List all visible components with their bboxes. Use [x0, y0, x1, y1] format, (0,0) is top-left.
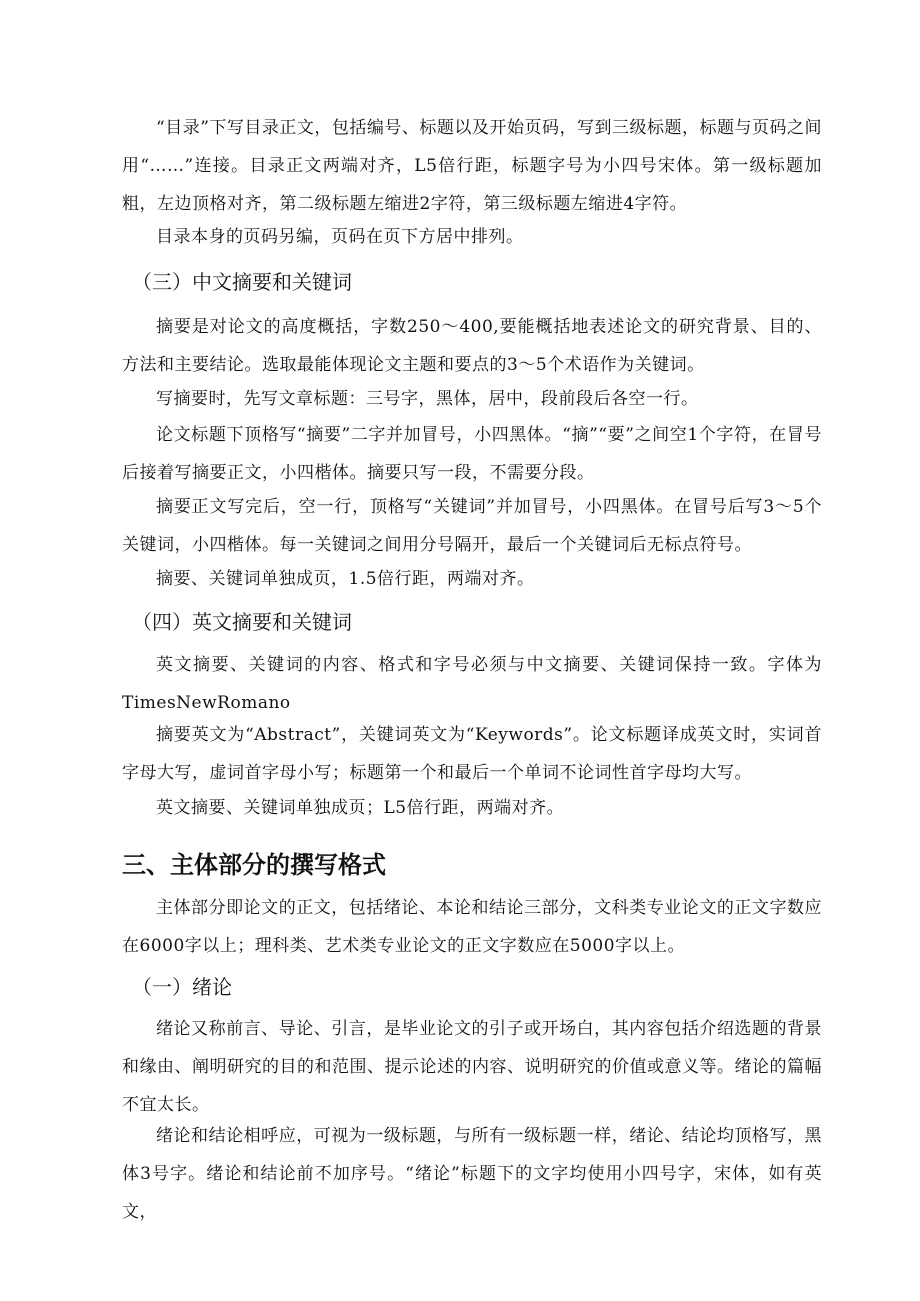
intro-paragraph-2: 绪论和结论相呼应，可视为一级标题，与所有一级标题一样，绪论、结论均顶格写，黑体3号字。绪论和结论前不加序号。“绪论”标题下的文字均使用小四号字，宋体，如有英文，	[122, 1126, 822, 1222]
heading-intro: （一）绪论	[132, 975, 232, 999]
cn-abstract-paragraph-2: 写摘要时，先写文章标题：三号字，黑体，居中，段前段后各空一行。	[156, 389, 699, 409]
intro-paragraph-1: 绪论又称前言、导论、引言，是毕业论文的引子或开场白，其内容包括介绍选题的背景和缘由、阐明研究的目的和范围、提示论述的内容、说明研究的价值或意义等。绪论的篇幅不宜太长。	[122, 1019, 822, 1115]
heading-body-format: 三、主体部分的撰写格式	[122, 851, 386, 879]
en-abstract-paragraph-3: 英文摘要、关键词单独成页；L5倍行距，两端对齐。	[156, 798, 565, 818]
body-format-paragraph-1: 主体部分即论文的正文，包括绪论、本论和结论三部分，文科类专业论文的正文字数应在6000字以上；理科类、艺术类专业论文的正文字数应在5000字以上。	[122, 898, 822, 956]
cn-abstract-paragraph-5: 摘要、关键词单独成页，1.5倍行距，两端对齐。	[156, 569, 535, 589]
cn-abstract-paragraph-4: 摘要正文写完后，空一行，顶格写“关键词”并加冒号，小四黑体。在冒号后写3～5个关键词，小四楷体。每一关键词之间用分号隔开，最后一个关键词后无标点符号。	[122, 497, 822, 555]
toc-paragraph-2: 目录本身的页码另编，页码在页下方居中排列。	[156, 227, 524, 247]
heading-en-abstract: （四）英文摘要和关键词	[132, 610, 352, 634]
en-abstract-paragraph-1: 英文摘要、关键词的内容、格式和字号必须与中文摘要、关键词保持一致。字体为TimesNewRomano	[122, 655, 822, 713]
cn-abstract-paragraph-1: 摘要是对论文的高度概括，字数250～400,要能概括地表述论文的研究背景、目的、方法和主要结论。选取最能体现论文主题和要点的3～5个术语作为关键词。	[122, 317, 822, 375]
en-abstract-paragraph-2: 摘要英文为“Abstract”，关键词英文为“Keywords”。论文标题译成英文时，实词首字母大写，虚词首字母小写；标题第一个和最后一个单词不论词性首字母均大写。	[122, 725, 822, 783]
toc-paragraph-1: “目录”下写目录正文，包括编号、标题以及开始页码，写到三级标题，标题与页码之间用“……”连接。目录正文两端对齐，L5倍行距，标题字号为小四号宋体。第一级标题加粗，左边顶格对齐，第二级标题左缩进2字符，第三级标题左缩进4字符。	[122, 118, 822, 214]
heading-cn-abstract: （三）中文摘要和关键词	[132, 270, 352, 294]
cn-abstract-paragraph-3: 论文标题下顶格写“摘要”二字并加冒号，小四黑体。“摘”“要”之间空1个字符，在冒号后接着写摘要正文，小四楷体。摘要只写一段，不需要分段。	[122, 425, 822, 483]
